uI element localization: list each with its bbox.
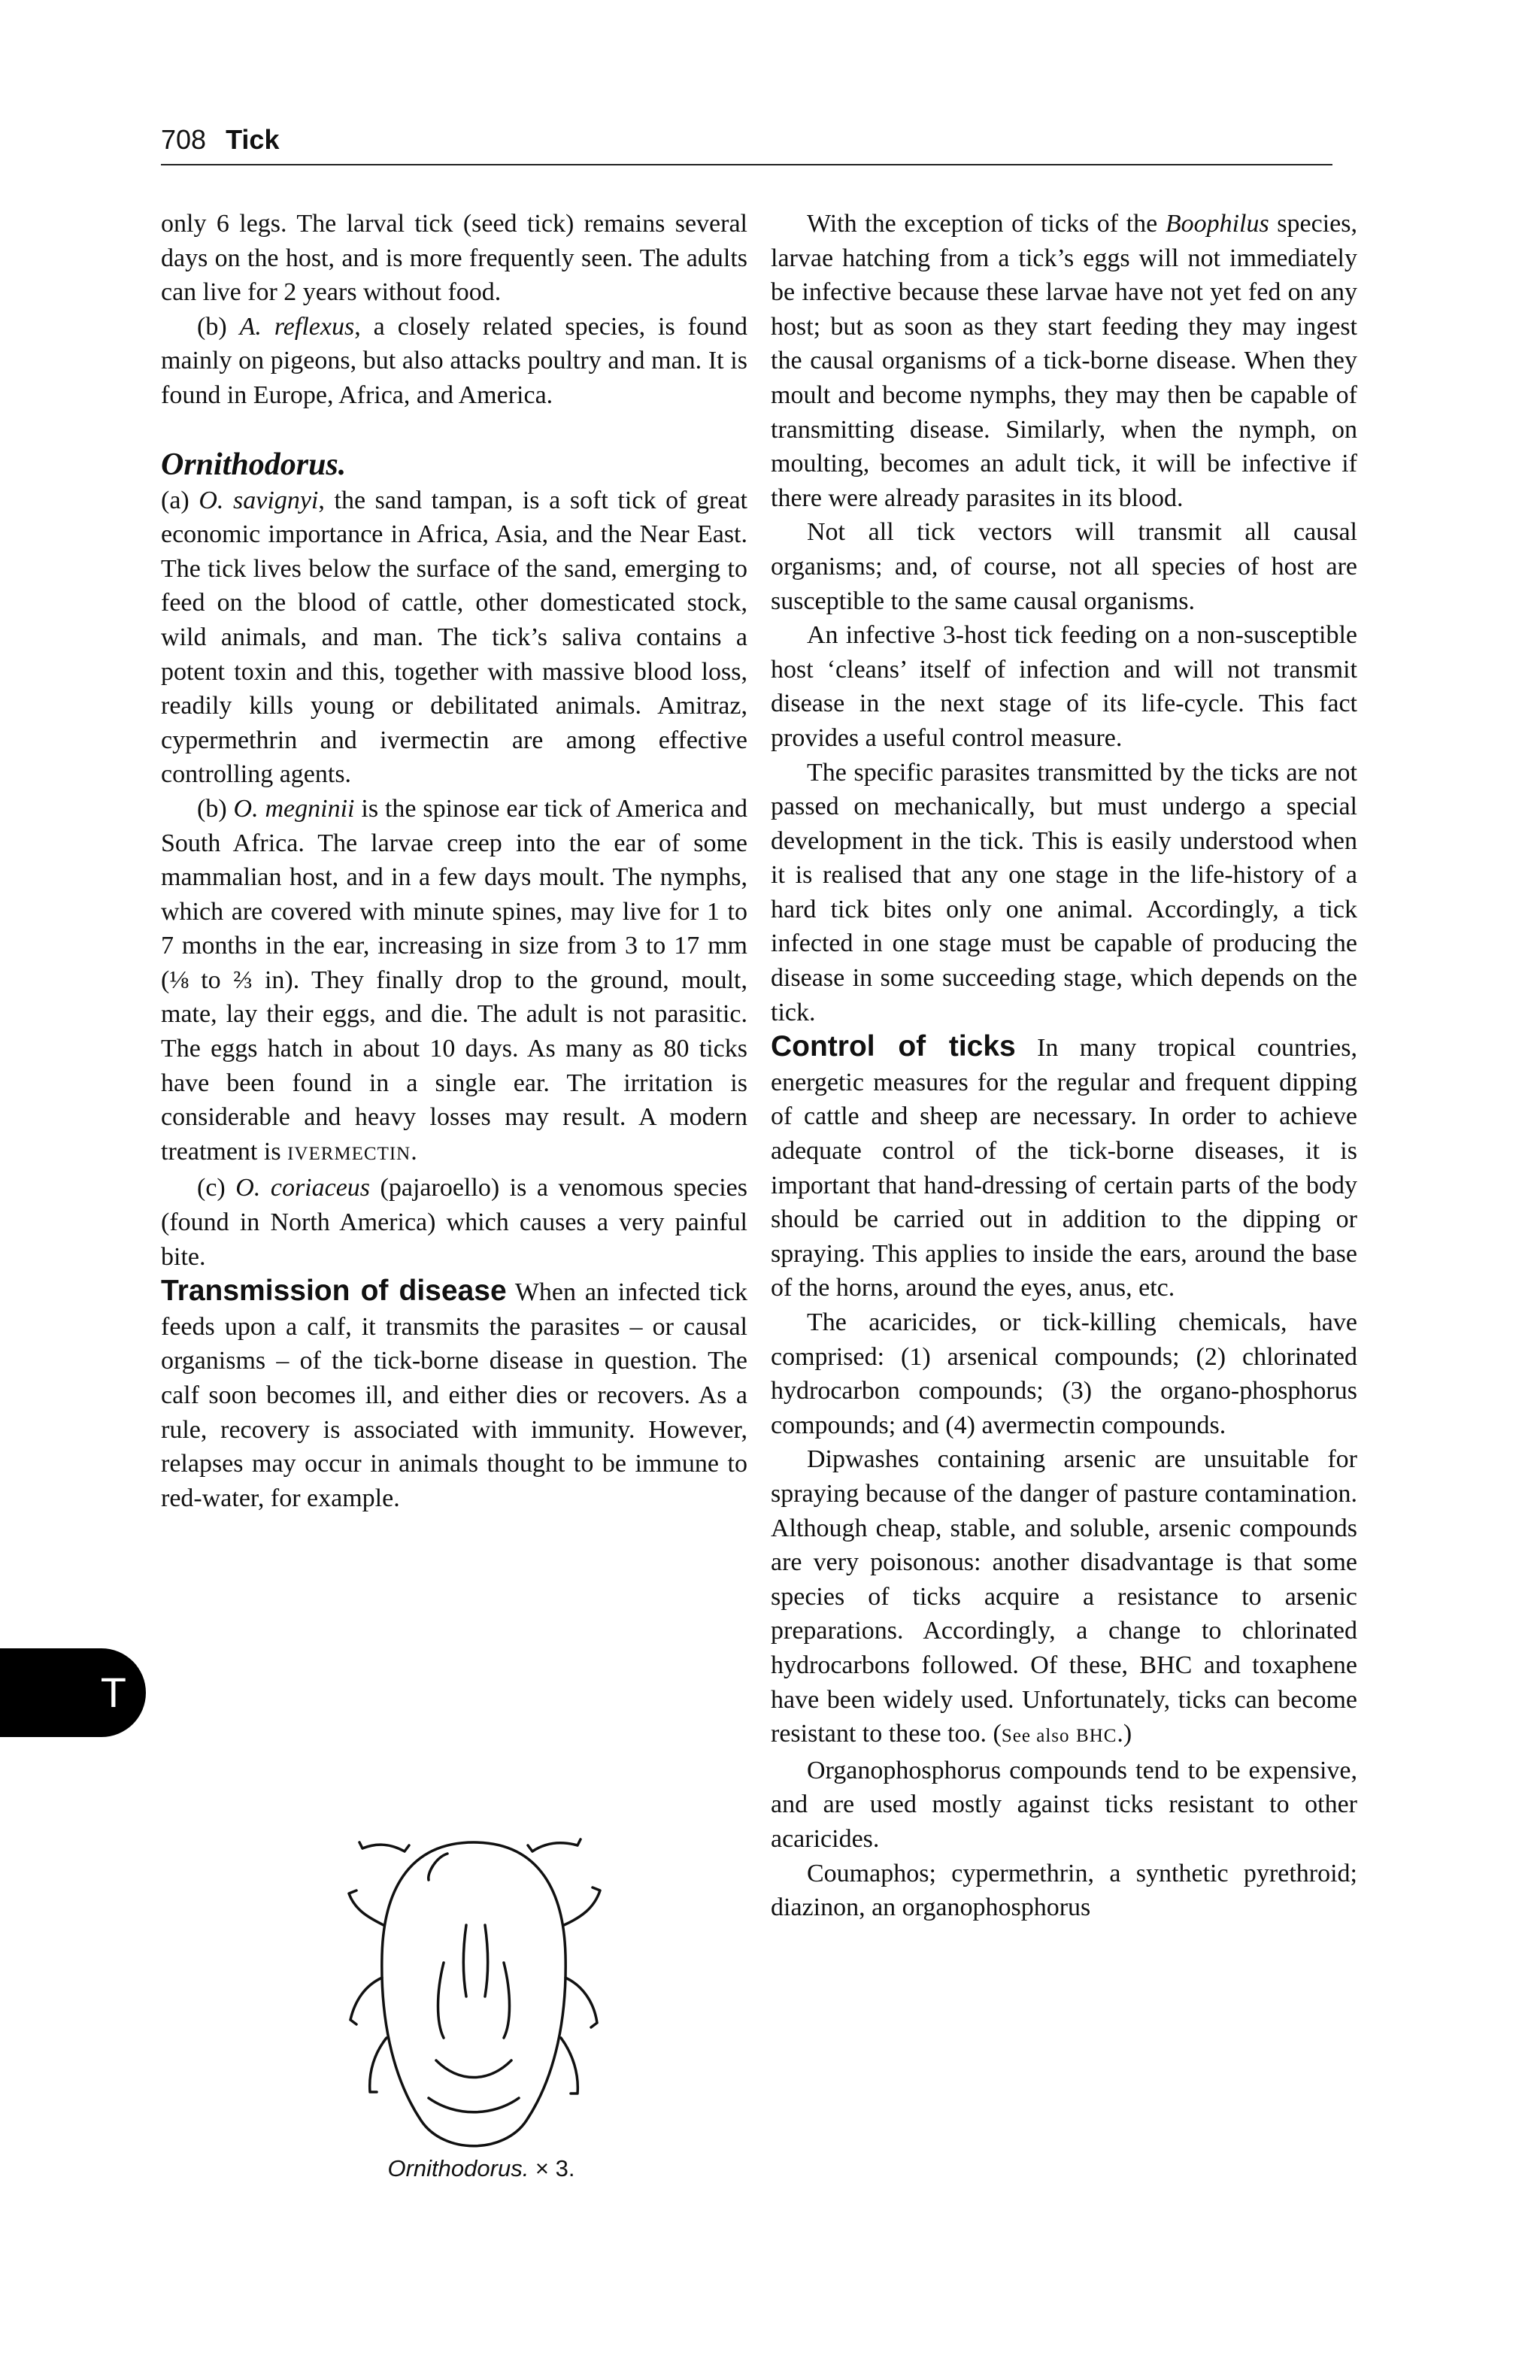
paragraph: The specific parasites transmitted by the ticks are not passed on mechanically, but must undergo a special development in the tick. This is easily understood when it is realised that any one stage in the life-history of a hard tick bites only one animal. Accordingly, a tick infected in one stage must be capable of producing the disease in some succeeding stage, which depends on the tick. — [771, 758, 1357, 1026]
ornithodorus-drawing — [316, 1812, 632, 2173]
paragraph: (b) O. megninii is the spinose ear tick of America and South Africa. The larvae creep into the ear of some mammalian host, and in a few days moult. The nymphs, which are covered with minute spines, may live for 1 to 7 months in the ear, increasing in size from 3 to 17 mm (⅛ to ⅔ in). They finally drop to the ground, moult, mate, lay their eggs, and die. The adult is not parasitic. The eggs hatch in about 10 days. As many as 80 ticks have been found in a single ear. The irritation is considerable and heavy losses may result. A modern treatment is IVERMECTIN. — [161, 794, 747, 1166]
paragraph: Coumaphos; cypermethrin, a synthetic pyrethroid; diazinon, an organophosphorus — [771, 1859, 1357, 1922]
page-number: 708 — [161, 124, 207, 155]
paragraph: Organophosphorus compounds tend to be expensive, and are used mostly against ticks resistant to other acaricides. — [771, 1756, 1357, 1853]
thumb-index-tab — [0, 1648, 146, 1737]
running-header — [161, 123, 1332, 165]
figure-caption: Ornithodorus. × 3. — [387, 2155, 575, 2181]
paragraph: (c) O. coriaceus (pajaroello) is a venomous species (found in North America) which causes a very painful bite. — [161, 1174, 747, 1271]
paragraph: (a) O. savignyi, the sand tampan, is a soft tick of great economic importance in Africa, Asia, and the Near East. The tick lives below the surface of the sand, emerging to feed on the blood of cattle, other domesticated stock, wild animals, and man. The tick’s saliva contains a potent toxin and this, together with massive blood loss, readily kills young or debilitated animals. Amitraz, cypermethrin and ivermectin are among effective controlling agents. — [161, 486, 747, 789]
section-heading: Transmission of disease — [161, 1275, 507, 1308]
paragraph: An infective 3-host tick feeding on a non-susceptible host ‘cleans’ itself of infection and will not transmit disease in the next stage of its life-cycle. This fact provides a useful control measure. — [771, 621, 1357, 752]
section-transmission: Transmission of disease When an infected tick feeds upon a calf, it transmits the parasites – or causal organisms – of the tick-borne disease in question. The calf soon becomes ill, and either dies or recovers. As a rule, recovery is associated with immunity. However, relapses may occur in animals thought to be immune to red-water, for example. — [161, 1275, 747, 1512]
tick-illustration — [316, 1812, 632, 2211]
section-control: Control of ticks In many tropical countries, energetic measures for the regular and frequent dipping of cattle and sheep are necessary. In order to achieve adequate control of the tick-borne diseases, it is important that hand-dressing of certain parts of the body should be carried out in addition to the dipping or spraying. This applies to inside the ears, around the base of the horns, around the eyes, anus, etc. — [771, 1030, 1357, 1302]
subheading-ornithodorus: Ornithodorus. — [161, 447, 347, 482]
left-column — [161, 207, 747, 1515]
paragraph: Dipwashes containing arsenic are unsuitable for spraying because of the danger of pasture contamination. Although cheap, stable, and soluble, arsenic compounds are very poisonous: another disadvantage is that some species of ticks acquire a resistance to arsenic preparations. Accordingly, a change to chlorinated hydrocarbons followed. Of these, BHC and toxaphene have been widely used. Unfortunately, ticks can become resistant to these too. (See also BHC.) — [771, 1445, 1357, 1748]
paragraph: With the exception of ticks of the Boophilus species, larvae hatching from a tick’s eggs will not immediately be infective because these larvae have not yet fed on any host; but as soon as they start feeding they may ingest the causal organisms of a tick-borne disease. When they moult and become nymphs, they may then be capable of transmitting disease. Similarly, when the nymph, on moulting, becomes an adult tick, it will be infective if there were already parasites in its blood. — [771, 210, 1357, 512]
paragraph: only 6 legs. The larval tick (seed tick) remains several days on the host, and is more frequently seen. The adults can live for 2 years without food. — [161, 210, 747, 307]
running-title: Tick — [226, 124, 280, 155]
paragraph: Not all tick vectors will transmit all causal organisms; and, of course, not all species of host are susceptible to the same causal organisms. — [771, 518, 1357, 615]
paragraph: The acaricides, or tick-killing chemicals, have comprised: (1) arsenical compounds; (2) chlorinated hydrocarbon compounds; (3) the organo-phosphorus compounds; and (4) avermectin compounds. — [771, 1308, 1357, 1439]
section-heading: Control of ticks — [771, 1030, 1016, 1063]
paragraph: (b) A. reflexus, a closely related species, is found mainly on pigeons, but also attacks poultry and man. It is found in Europe, Africa, and America. — [161, 312, 747, 409]
right-column — [771, 207, 1357, 1925]
thumb-index-letter: T — [100, 1669, 126, 1716]
